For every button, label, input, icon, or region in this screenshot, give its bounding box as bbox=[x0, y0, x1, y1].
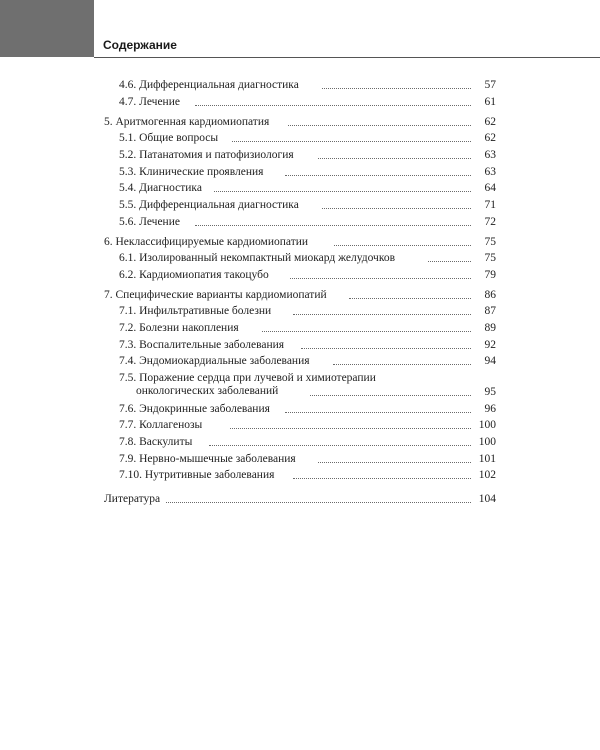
toc-leader-dots bbox=[310, 395, 471, 396]
toc-page-number: 62 bbox=[484, 116, 496, 128]
toc-entry-label: 7.6. Эндокринные заболевания bbox=[119, 403, 270, 415]
toc-entry-label: 7.2. Болезни накопления bbox=[119, 322, 239, 334]
toc-page-number: 95 bbox=[484, 386, 496, 398]
toc-entry-label-line1: 7.5. Поражение сердца при лучевой и химиотерапии bbox=[119, 372, 376, 384]
toc-page-number: 62 bbox=[484, 132, 496, 144]
toc-leader-dots bbox=[322, 208, 471, 209]
toc-page-number: 63 bbox=[484, 149, 496, 161]
toc-entry-label: 5.5. Дифференциальная диагностика bbox=[119, 199, 299, 211]
toc-leader-dots bbox=[334, 245, 471, 246]
toc-page-number: 89 bbox=[484, 322, 496, 334]
toc-entry-label: 6.1. Изолированный некомпактный миокард желудочков bbox=[119, 252, 395, 264]
toc-entry-label: 5. Аритмогенная кардиомиопатия bbox=[104, 116, 270, 128]
toc-page-number: 79 bbox=[484, 269, 496, 281]
toc-leader-dots bbox=[166, 502, 471, 503]
toc-page-number: 104 bbox=[478, 493, 496, 505]
toc-entry-label: 6. Неклассифицируемые кардиомиопатии bbox=[104, 236, 309, 248]
toc-page-number: 75 bbox=[484, 236, 496, 248]
toc-entry-label: 5.1. Общие вопросы bbox=[119, 132, 219, 144]
toc-leader-dots bbox=[318, 462, 471, 463]
toc-leader-dots bbox=[232, 141, 471, 142]
toc-page-number: 63 bbox=[484, 166, 496, 178]
toc-page-number: 92 bbox=[484, 339, 496, 351]
toc-page-number: 72 bbox=[484, 216, 496, 228]
toc-leader-dots bbox=[333, 364, 471, 365]
toc-leader-dots bbox=[293, 314, 471, 315]
toc-page-number: 101 bbox=[478, 453, 496, 465]
toc-page-number: 94 bbox=[484, 355, 496, 367]
toc-entry-label: 7.3. Воспалительные заболевания bbox=[119, 339, 285, 351]
toc-page-number: 61 bbox=[484, 96, 496, 108]
toc-leader-dots bbox=[301, 348, 471, 349]
toc-entry-label: 7.4. Эндомиокардиальные заболевания bbox=[119, 355, 310, 367]
toc-leader-dots bbox=[195, 105, 471, 106]
toc-page-number: 57 bbox=[484, 79, 496, 91]
toc-entry-label: 5.4. Диагностика bbox=[119, 182, 202, 194]
toc-entry-label: 7.8. Васкулиты bbox=[119, 436, 193, 448]
toc-leader-dots bbox=[285, 175, 471, 176]
toc-leader-dots bbox=[209, 445, 471, 446]
toc-entry-label: 7. Специфические варианты кардиомиопатий bbox=[104, 289, 327, 301]
toc-page-number: 100 bbox=[478, 436, 496, 448]
toc-entry-label: 4.7. Лечение bbox=[119, 96, 180, 108]
toc-leader-dots bbox=[290, 278, 471, 279]
toc-leader-dots bbox=[293, 478, 471, 479]
toc-entry-label: 7.7. Коллагенозы bbox=[119, 419, 203, 431]
toc-page-number: 71 bbox=[484, 199, 496, 211]
toc-entry-label: 7.1. Инфильтративные болезни bbox=[119, 305, 272, 317]
toc-leader-dots bbox=[285, 412, 471, 413]
toc-leader-dots bbox=[288, 125, 471, 126]
toc-page-number: 86 bbox=[484, 289, 496, 301]
toc-page-number: 87 bbox=[484, 305, 496, 317]
toc-entry-label: 7.9. Нервно-мышечные заболевания bbox=[119, 453, 296, 465]
toc-page-number: 102 bbox=[478, 469, 496, 481]
toc-entry-label: 5.6. Лечение bbox=[119, 216, 180, 228]
toc-entry-label: 5.3. Клинические проявления bbox=[119, 166, 264, 178]
toc-entry-label: 6.2. Кардиомиопатия такоцубо bbox=[119, 269, 269, 281]
toc-page-number: 75 bbox=[484, 252, 496, 264]
toc-leader-dots bbox=[214, 191, 471, 192]
page-header-title: Содержание bbox=[103, 38, 177, 52]
toc-entry-label: 7.10. Нутритивные заболевания bbox=[119, 469, 275, 481]
toc-entry-label: Литература bbox=[104, 493, 161, 505]
toc-entry-label: 5.2. Патанатомия и патофизиология bbox=[119, 149, 294, 161]
toc-leader-dots bbox=[349, 298, 471, 299]
toc-page-number: 100 bbox=[478, 419, 496, 431]
toc-leader-dots bbox=[322, 88, 471, 89]
toc-leader-dots bbox=[262, 331, 471, 332]
toc-page-number: 96 bbox=[484, 403, 496, 415]
toc-leader-dots bbox=[318, 158, 471, 159]
toc-leader-dots bbox=[428, 261, 471, 262]
toc-entry-label-line2: онкологических заболеваний bbox=[136, 385, 279, 397]
toc-page-number: 64 bbox=[484, 182, 496, 194]
toc-leader-dots bbox=[230, 428, 471, 429]
toc-entry-label: 4.6. Дифференциальная диагностика bbox=[119, 79, 299, 91]
toc-leader-dots bbox=[195, 225, 471, 226]
